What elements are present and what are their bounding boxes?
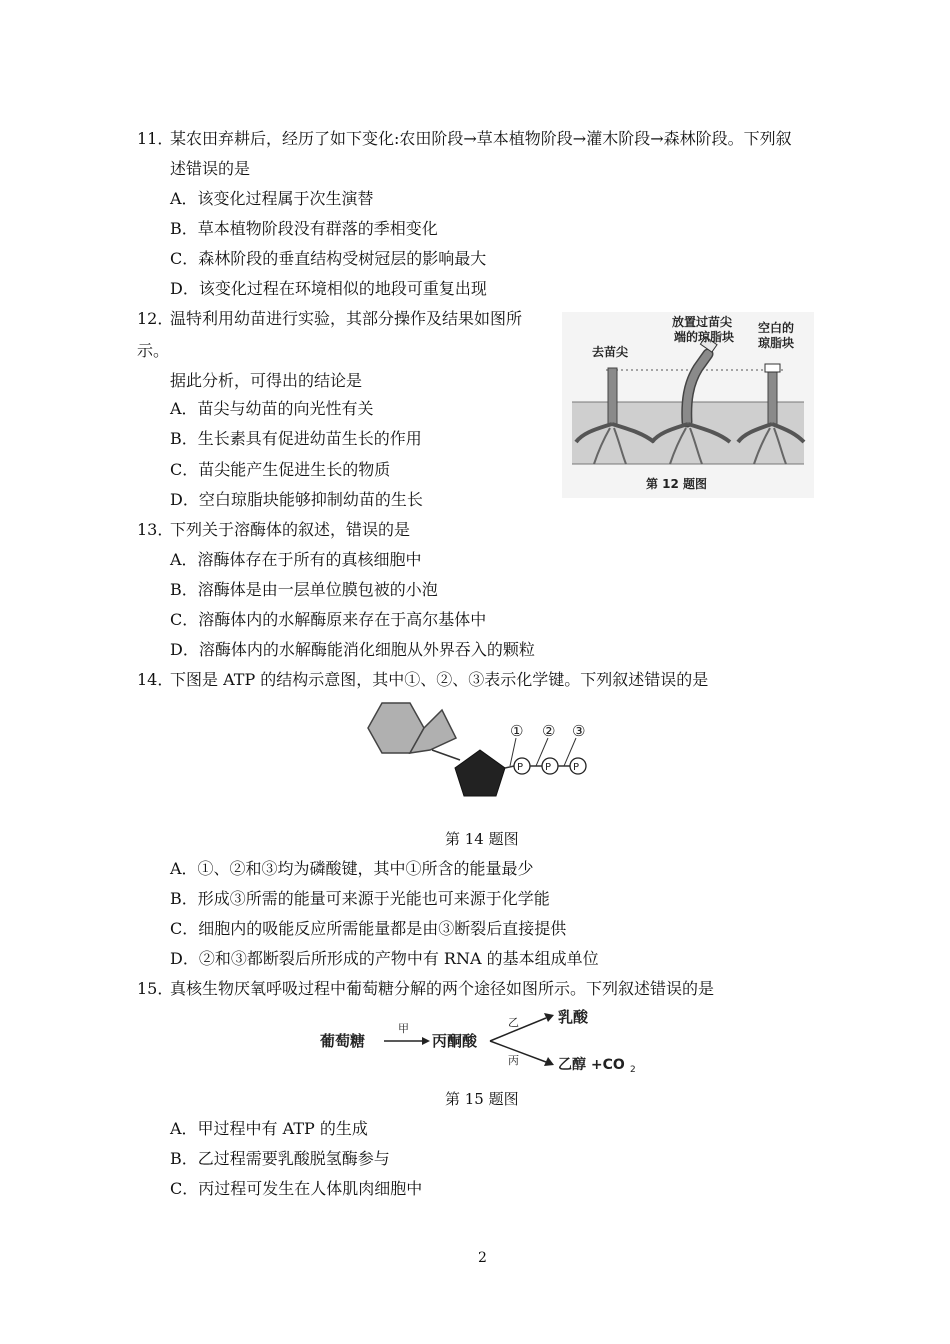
step-yi-label: 乙	[508, 1016, 519, 1029]
label-decapitated: 去苗尖	[592, 345, 629, 359]
question-11-stem-line2: 述错误的是	[170, 159, 251, 178]
label-tip-agar-line1: 放置过苗尖	[672, 315, 733, 329]
question-13-option-c: C．溶酶体内的水解酶原来存在于高尔基体中	[170, 610, 487, 629]
phosphate-2-label: P	[545, 762, 552, 773]
label-blank-agar-line2: 琼脂块	[758, 336, 795, 350]
question-12-number: 12．	[137, 309, 174, 328]
label-blank-agar-line1: 空白的	[758, 321, 795, 335]
question-12-option-b: B．生长素具有促进幼苗生长的作用	[170, 429, 422, 448]
question-11-number: 11．	[137, 129, 174, 148]
figure-12-seedling-experiment	[562, 312, 814, 498]
question-14-option-a: A．①、②和③均为磷酸键，其中①所含的能量最少	[170, 859, 534, 878]
question-15-number: 15．	[137, 979, 174, 998]
question-12-option-a: A．苗尖与幼苗的向光性有关	[170, 399, 374, 418]
figure-14-caption: 第 14 题图	[445, 830, 519, 848]
question-14-option-c: C．细胞内的吸能反应所需能量都是由③断裂后直接提供	[170, 919, 567, 938]
question-12-stem-line1: 温特利用幼苗进行实验，其部分操作及结果如图所	[170, 309, 523, 328]
step-jia-label: 甲	[398, 1022, 409, 1035]
question-11-option-c: C．森林阶段的垂直结构受树冠层的影响最大	[170, 249, 487, 268]
question-15-option-b: B．乙过程需要乳酸脱氢酶参与	[170, 1149, 390, 1168]
question-13-option-d: D．溶酶体内的水解酶能消化细胞从外界吞入的颗粒	[170, 640, 535, 659]
question-13-option-a: A．溶酶体存在于所有的真核细胞中	[170, 550, 422, 569]
phosphate-1-label: P	[517, 762, 524, 773]
co2-subscript: 2	[630, 1065, 636, 1075]
question-13-stem: 下列关于溶酶体的叙述，错误的是	[170, 520, 411, 539]
page-number: 2	[478, 1250, 487, 1266]
figure-14-atp-structure	[360, 698, 600, 804]
question-13-number: 13．	[137, 520, 174, 539]
figure-15-caption: 第 15 题图	[445, 1090, 519, 1108]
bond-3-label: ③	[572, 722, 586, 740]
question-11-option-b: B．草本植物阶段没有群落的季相变化	[170, 219, 438, 238]
question-11-option-d: D．该变化过程在环境相似的地段可重复出现	[170, 279, 487, 298]
question-13-option-b: B．溶酶体是由一层单位膜包被的小泡	[170, 580, 438, 599]
lactate-label: 乳酸	[558, 1008, 589, 1026]
figure-12-caption: 第 12 题图	[646, 477, 708, 491]
ethanol-co2-label: 乙醇 +CO	[558, 1057, 625, 1073]
bond-2-label: ②	[542, 722, 556, 740]
ribose-pentagon	[455, 750, 505, 796]
figure-15-respiration-pathways	[318, 1004, 644, 1076]
question-12-stem-line3: 据此分析，可得出的结论是	[170, 371, 363, 390]
question-12-stem-line2: 示。	[137, 341, 170, 360]
label-tip-agar-line2: 端的琼脂块	[674, 330, 735, 344]
question-12-option-c: C．苗尖能产生促进生长的物质	[170, 460, 391, 479]
pyruvate-label: 丙酮酸	[432, 1032, 478, 1050]
question-14-option-b: B．形成③所需的能量可来源于光能也可来源于化学能	[170, 889, 550, 908]
question-15-option-c: C．丙过程可发生在人体肌肉细胞中	[170, 1179, 423, 1198]
question-12-option-d: D．空白琼脂块能够抑制幼苗的生长	[170, 490, 423, 509]
question-15-stem: 真核生物厌氧呼吸过程中葡萄糖分解的两个途径如图所示。下列叙述错误的是	[170, 979, 715, 998]
question-15-option-a: A．甲过程中有 ATP 的生成	[170, 1119, 368, 1138]
question-11-stem-line1: 某农田弃耕后，经历了如下变化:农田阶段→草本植物阶段→灌木阶段→森林阶段。下列叙	[170, 129, 792, 148]
phosphate-3-label: P	[573, 762, 580, 773]
question-14-stem: 下图是 ATP 的结构示意图，其中①、②、③表示化学键。下列叙述错误的是	[170, 670, 709, 689]
question-14-number: 14．	[137, 670, 174, 689]
question-11-option-a: A．该变化过程属于次生演替	[170, 189, 374, 208]
step-bing-label: 丙	[508, 1054, 519, 1067]
bond-1-label: ①	[510, 722, 524, 740]
question-14-option-d: D．②和③都断裂后所形成的产物中有 RNA 的基本组成单位	[170, 949, 599, 968]
glucose-label: 葡萄糖	[320, 1032, 366, 1050]
